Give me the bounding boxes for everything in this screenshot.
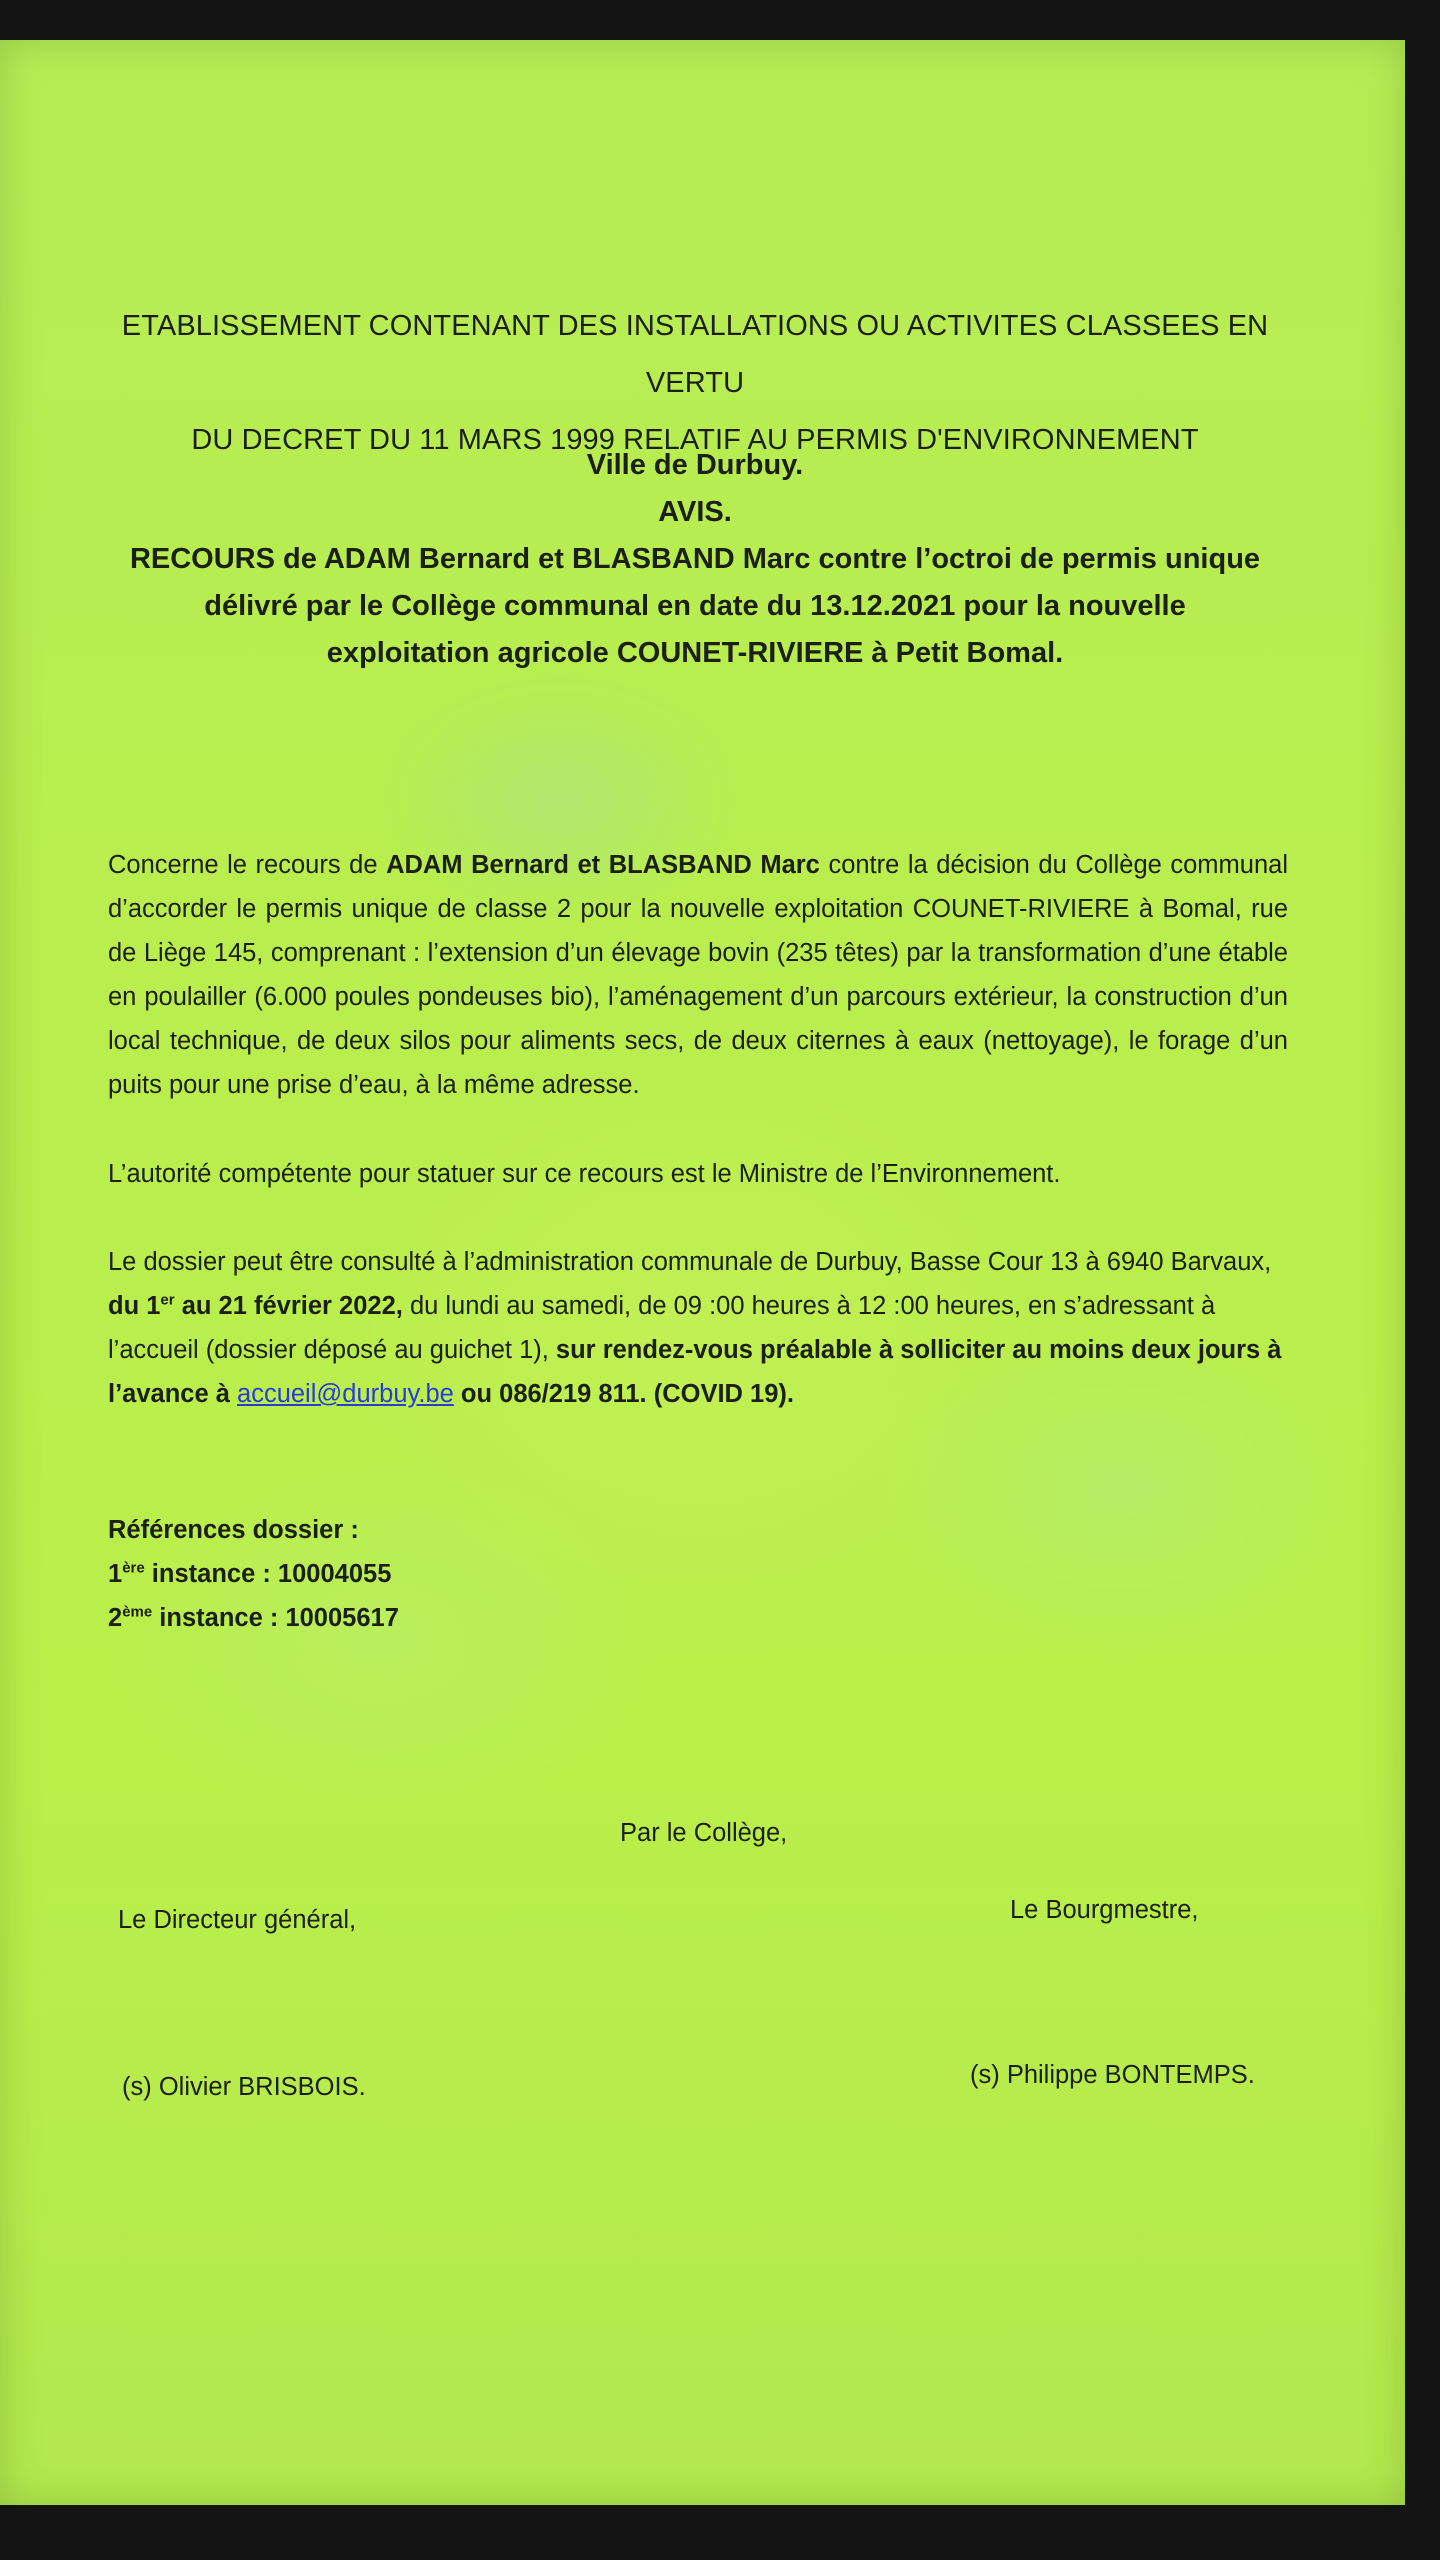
header-line-2: DU DECRET DU 11 MARS 1999 RELATIF AU PERMIS D'ENVIRONNEMENT xyxy=(191,424,1199,456)
college-signature-line: Par le Collège, xyxy=(620,1819,788,1847)
second-instance-ordinal: ème xyxy=(122,1603,153,1621)
date-to-text: au 21 février 2022, xyxy=(174,1292,403,1320)
references-heading: Références dossier : xyxy=(108,1516,359,1544)
header-line-1: ETABLISSEMENT CONTENANT DES INSTALLATIONS OU ACTIVITES CLASSEES EN VERTU xyxy=(121,310,1269,399)
paragraph1-prefix: Concerne le recours de xyxy=(108,851,387,879)
consultation-paragraph xyxy=(108,1240,1288,1416)
consultation-hours: du lundi au samedi, de 09 :00 heures à 12 :00 heures, en s’adressant à l’accueil (dossier déposé au guichet 1), xyxy=(108,1292,1216,1364)
second-instance-number: 2 xyxy=(108,1604,123,1632)
appeal-description-paragraph xyxy=(108,843,1288,1107)
appeal-title-line-1: RECOURS de ADAM Bernard et BLASBAND Marc contre l’octroi de permis unique xyxy=(129,543,1261,575)
city-name: Ville de Durbuy. xyxy=(586,449,804,481)
consultation-intro: Le dossier peut être consulté à l’administration communale de Durbuy, Basse Cour 13 à 6940 Barvaux, xyxy=(108,1248,1272,1276)
first-instance-ordinal: ère xyxy=(122,1559,145,1577)
notice-sheet xyxy=(0,40,1405,2505)
appellant-names: ADAM Bernard et BLASBAND Marc xyxy=(386,851,820,879)
first-instance-text: instance : 10004055 xyxy=(144,1560,392,1588)
date-from-text: du 1 xyxy=(108,1292,161,1320)
director-general-name: (s) Olivier BRISBOIS. xyxy=(122,2073,366,2101)
appointment-instructions: sur rendez-vous préalable à solliciter au moins deux jours à l’avance à xyxy=(108,1336,1282,1408)
second-instance-text: instance : 10005617 xyxy=(152,1604,399,1632)
notice-title-block xyxy=(95,442,1295,677)
first-instance-number: 1 xyxy=(108,1560,123,1588)
phone-covid-note: ou 086/219 811. (COVID 19). xyxy=(453,1380,794,1408)
email-link[interactable]: accueil@durbuy.be xyxy=(237,1380,454,1408)
reference-first-instance xyxy=(108,1552,708,1596)
director-general-title: Le Directeur général, xyxy=(118,1906,357,1934)
appeal-title-line-2: délivré par le Collège communal en date du 13.12.2021 pour la nouvelle xyxy=(204,590,1186,622)
file-references xyxy=(108,1508,708,1640)
mayor-name: (s) Philippe BONTEMPS. xyxy=(970,2061,1255,2089)
competent-authority-paragraph: L’autorité compétente pour statuer sur ce recours est le Ministre de l’Environnement. xyxy=(108,1160,1061,1188)
appeal-title-line-3: exploitation agricole COUNET-RIVIERE à Petit Bomal. xyxy=(326,637,1064,669)
reference-second-instance xyxy=(108,1596,708,1640)
consultation-dates xyxy=(108,1292,403,1320)
mayor-title: Le Bourgmestre, xyxy=(1010,1896,1199,1924)
notice-label: AVIS. xyxy=(658,496,732,528)
date-ordinal: er xyxy=(160,1291,175,1309)
paragraph1-body: contre la décision du Collège communal d’accorder le permis unique de classe 2 pour la nouvelle exploitation COUNET-RIVIERE à Bomal, rue de Liège 145, comprenant : l’extension d’un élevage bovin (235 têtes) par la transformation d’une étable en poulailler (6.000 poules pondeuses bio), l’aménagement d’un parcours extérieur, la construction d’un local technique, de deux silos pour aliments secs, de deux citernes à eaux (nettoyage), le forage d’un puits pour une prise d’eau, à la même adresse. xyxy=(108,851,1288,1099)
